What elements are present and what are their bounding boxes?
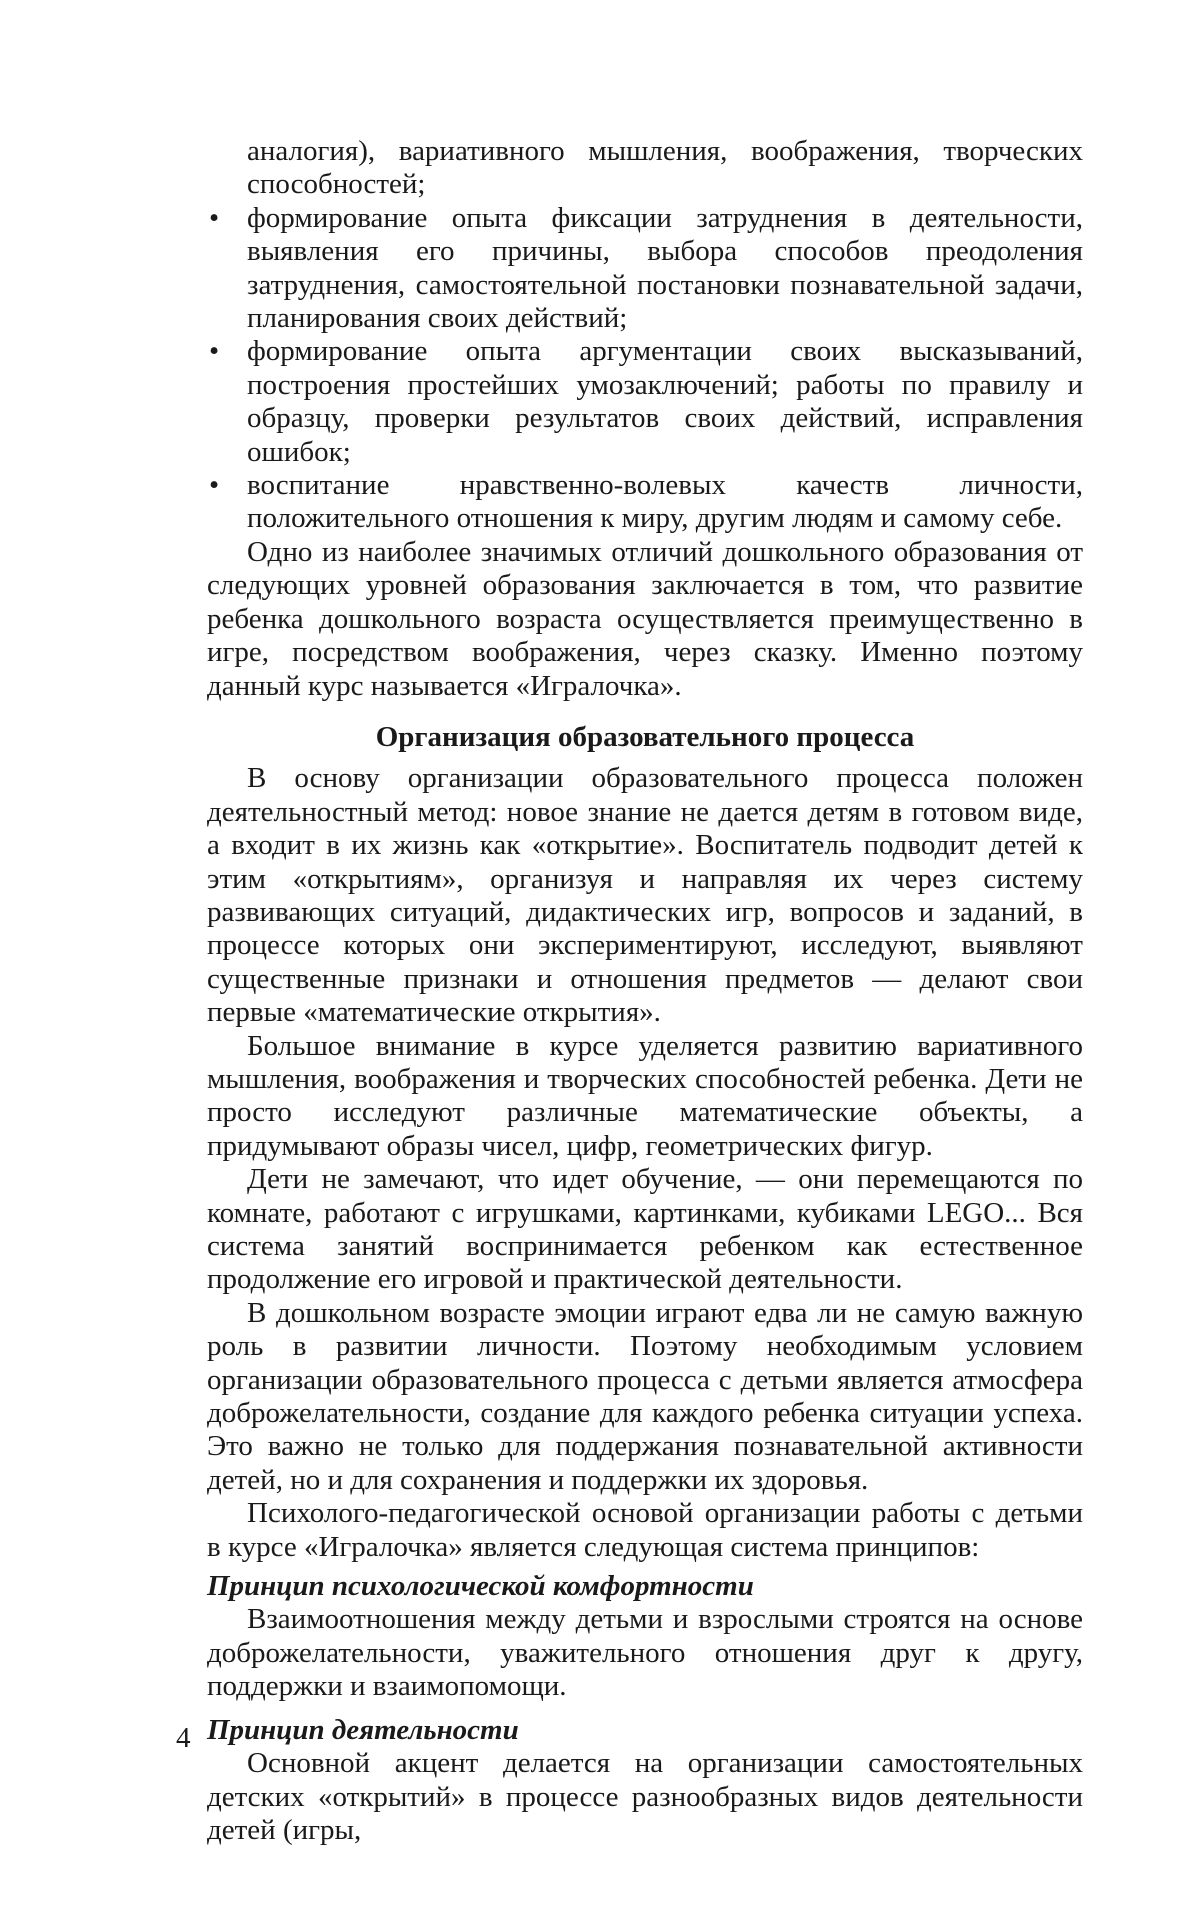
body-paragraph: В дошкольном возрасте эмоции играют едва ли не самую важную роль в развитии личности. Поэтому необходимым условием организации образовательного процесса с детьми является атмосфера доброжелательности, создание для каждого ребенка ситуации успеха. Это важно не только для поддержания познавательной активности детей, но и для сохранения и поддержки их здоровья. [207, 1296, 1083, 1496]
principle-title: Принцип деятельности [207, 1713, 519, 1746]
principle-text: Взаимоотношения между детьми и взрослыми строятся на основе доброжелательности, уважительного отношения друг к другу, поддержки и взаимопомощи. [207, 1603, 1083, 1703]
list-item [207, 335, 1083, 469]
body-paragraph: Большое внимание в курсе уделяется развитию вариативного мышления, воображения и творческих способностей ребенка. Дети не просто исследуют различные математические объекты, а придумывают образы чисел, цифр, геометрических фигур. [207, 1029, 1083, 1162]
page-body [207, 135, 1083, 1847]
body-paragraph: Дети не замечают, что идет обучение, — они перемещаются по комнате, работают с игрушками, картинками, кубиками LEGO... Вся система занятий воспринимается ребенком как естественное продолжение его игровой и практической деятельности. [207, 1163, 1083, 1296]
list-item-text: формирование опыта фиксации затруднения в деятельности, выявления его причины, выбора способов преодоления затруднения, самостоятельной постановки познавательной задачи, планирования своих действий; [247, 201, 1083, 335]
body-paragraph: Психолого-педагогической основой организации работы с детьми в курсе «Игралочка» является следующая система принципов: [207, 1497, 1083, 1563]
list-continuation: аналогия), вариативного мышления, воображения, творческих способностей; [247, 135, 1083, 201]
section-heading: Организация образовательного процесса [375, 720, 915, 753]
list-item [207, 202, 1083, 336]
bullet-icon: • [209, 335, 220, 368]
list-item-text: формирование опыта аргументации своих высказываний, построения простейших умозаключений; работы по правилу и образцу, проверки результатов своих действий, исправления ошибок; [247, 335, 1083, 468]
principle-text: Основной акцент делается на организации самостоятельных детских «открытий» в процессе разнообразных видов деятельности детей (игры, [207, 1747, 1083, 1846]
list-item [207, 469, 1083, 536]
bullet-icon: • [209, 469, 220, 502]
bullet-icon: • [209, 201, 220, 234]
body-paragraph: В основу организации образовательного процесса положен деятельностный метод: новое знание не дается детям в готовом виде, а входит в их жизнь как «открытие». Воспитатель подводит детей к этим «открытиям», организуя и направляя их через систему развивающих ситуаций, дидактических игр, вопросов и заданий, в процессе которых они экспериментируют, исследуют, выявляют существенные признаки и отношения предметов — делают свои первые «математические открытия». [207, 762, 1083, 1029]
page-number: 4 [176, 1722, 191, 1754]
list-item-text: воспитание нравственно-волевых качеств личности, положительного отношения к миру, другим людям и самому себе. [247, 469, 1083, 535]
principle-title: Принцип психологической комфортности [207, 1570, 754, 1603]
intro-paragraph: Одно из наиболее значимых отличий дошкольного образования от следующих уровней образования заключается в том, что развитие ребенка дошкольного возраста осуществляется преимущественно в игре, посредством воображения, через сказку. Именно поэтому данный курс называется «Игралочка». [207, 535, 1083, 702]
